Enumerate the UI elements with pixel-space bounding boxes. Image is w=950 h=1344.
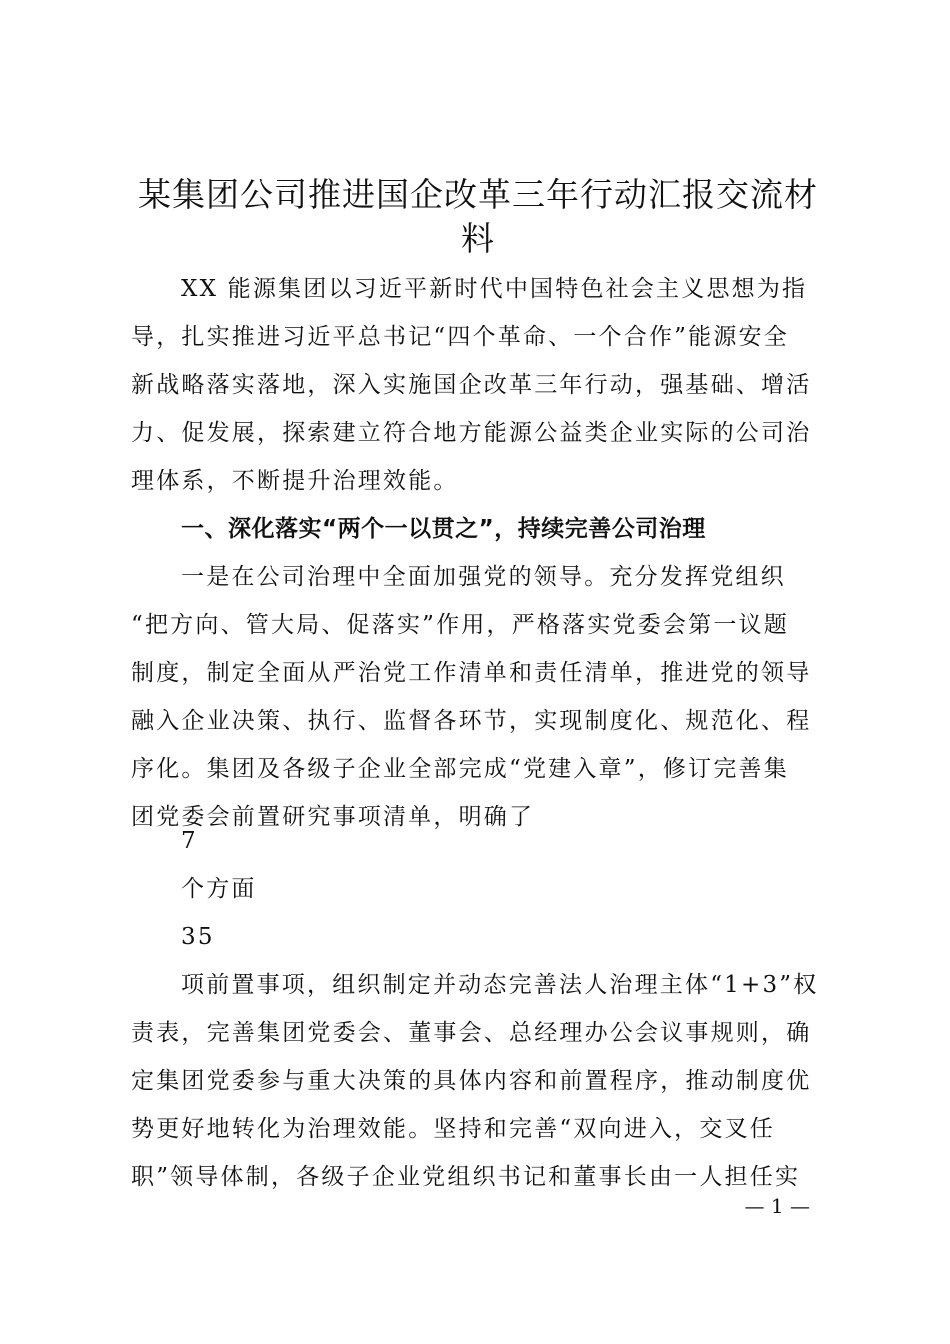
continuation-paragraph-line: 责表，完善集团党委会、董事会、总经理办公会议事规则，确	[131, 1020, 812, 1046]
intro-paragraph-line: 理体系，不断提升治理效能。	[131, 468, 459, 494]
intro-paragraph-line: 导，扎实推进习近平总书记“四个革命、一个合作”能源安全	[131, 324, 789, 350]
continuation-paragraph-line: 项前置事项，组织制定并动态完善法人治理主体“1+3”权	[181, 972, 819, 998]
intro-paragraph-line: 力、促发展，探索建立符合地方能源公益类企业实际的公司治	[131, 420, 812, 446]
body-paragraph-line: 一是在公司治理中全面加强党的领导。充分发挥党组织	[181, 564, 786, 590]
intro-paragraph-line: XX 能源集团以习近平新时代中国特色社会主义思想为指	[181, 276, 808, 302]
fragment-line: 7	[181, 828, 198, 854]
page-number: — 1 —	[744, 1194, 810, 1218]
fragment-line: 35	[181, 924, 215, 950]
body-paragraph-line: “把方向、管大局、促落实”作用，严格落实党委会第一议题	[131, 612, 789, 638]
document-title-line-1: 某集团公司推进国企改革三年行动汇报交流材	[138, 175, 818, 214]
body-paragraph-line: 序化。集团及各级子企业全部完成“党建入章”，修订完善集	[131, 756, 789, 782]
continuation-paragraph-line: 定集团党委参与重大决策的具体内容和前置程序，推动制度优	[131, 1068, 812, 1094]
document-title-line-2: 料	[461, 219, 495, 258]
section-heading: 一、深化落实“两个一以贯之”，持续完善公司治理	[181, 516, 706, 542]
body-paragraph-line: 制度，制定全面从严治党工作清单和责任清单，推进党的领导	[131, 660, 812, 686]
body-paragraph-line: 团党委会前置研究事项清单，明确了	[131, 804, 535, 830]
fragment-line: 个方面	[181, 876, 257, 902]
continuation-paragraph-line: 势更好地转化为治理效能。坚持和完善“双向进入，交叉任	[131, 1116, 775, 1142]
intro-paragraph-line: 新战略落实落地，深入实施国企改革三年行动，强基础、增活	[131, 372, 812, 398]
continuation-paragraph-line: 职”领导体制，各级子企业党组织书记和董事长由一人担任实	[131, 1164, 801, 1190]
body-paragraph-line: 融入企业决策、执行、监督各环节，实现制度化、规范化、程	[131, 708, 812, 734]
